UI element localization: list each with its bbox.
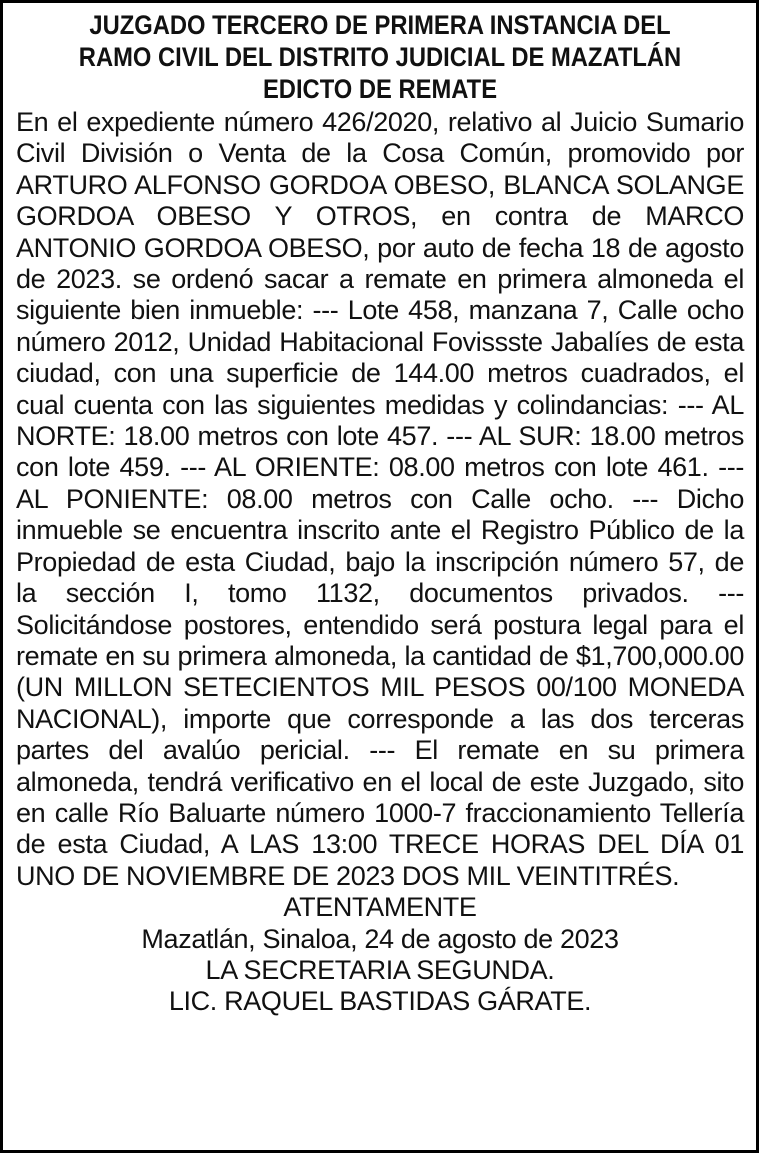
place-and-date: Mazatlán, Sinaloa, 24 de agosto de 2023 — [141, 923, 619, 954]
edict-body: En el expediente número 426/2020, relativo al Juicio Sumario Civil División o Venta de la Cosa Común, promovido por ARTURO ALFONSO GORDOA OBESO, BLANCA SOLANGE GORDOA OBESO Y OTROS, en contra de MARCO ANTONIO GORDOA OBESO, por auto de fecha 18 de agosto de 2023. se ordenó sacar a remate en primera almoneda el siguiente bien inmueble: --- Lote 458, manzana 7, Calle ocho número 2012, Unidad Habitacional Fovissste Jabalíes de esta ciudad, con una superficie de 144.00 metros cuadrados, el cual cuenta con las siguientes medidas y colindancias: --- AL NORTE: 18.00 metros con lote 457. --- AL SUR: 18.00 metros con lote 459. --- AL ORIENTE: 08.00 metros con lote 461. --- AL PONIENTE: 08.00 metros con Calle ocho. --- Dicho inmueble se encuentra inscrito ante el Registro Público de la Propiedad de esta Ciudad, bajo la inscripción número 57, de la sección I, tomo 1132, documentos privados. --- Solicitándose postores, entendido será postura legal para el remate en su primera almoneda, la cantidad de $1,700,000.00 (UN MILLON SETECIENTOS MIL PESOS 00/100 MONEDA NACIONAL), importe que corresponde a las dos terceras partes del avalúo pericial. --- El remate en su primera almoneda, tendrá verificativo en el local de este Juzgado, sito en calle Río Baluarte número 1000-7 fraccionamiento Tellería de esta Ciudad, A LAS 13:00 TRECE HORAS DEL DÍA 01 UNO DE NOVIEMBRE DE 2023 DOS MIL VEINTITRÉS. — [16, 107, 744, 891]
closing-salutation: ATENTAMENTE — [283, 892, 477, 923]
court-name-line-2: RAMO CIVIL DEL DISTRITO JUDICIAL DE MAZATLÁN — [78, 42, 682, 72]
court-name-line-1: JUZGADO TERCERO DE PRIMERA INSTANCIA DEL — [89, 10, 671, 40]
signer-role: LA SECRETARIA SEGUNDA. — [205, 954, 555, 985]
edict-title: EDICTO DE REMATE — [262, 74, 498, 104]
signer-name: LIC. RAQUEL BASTIDAS GÁRATE. — [168, 986, 592, 1017]
